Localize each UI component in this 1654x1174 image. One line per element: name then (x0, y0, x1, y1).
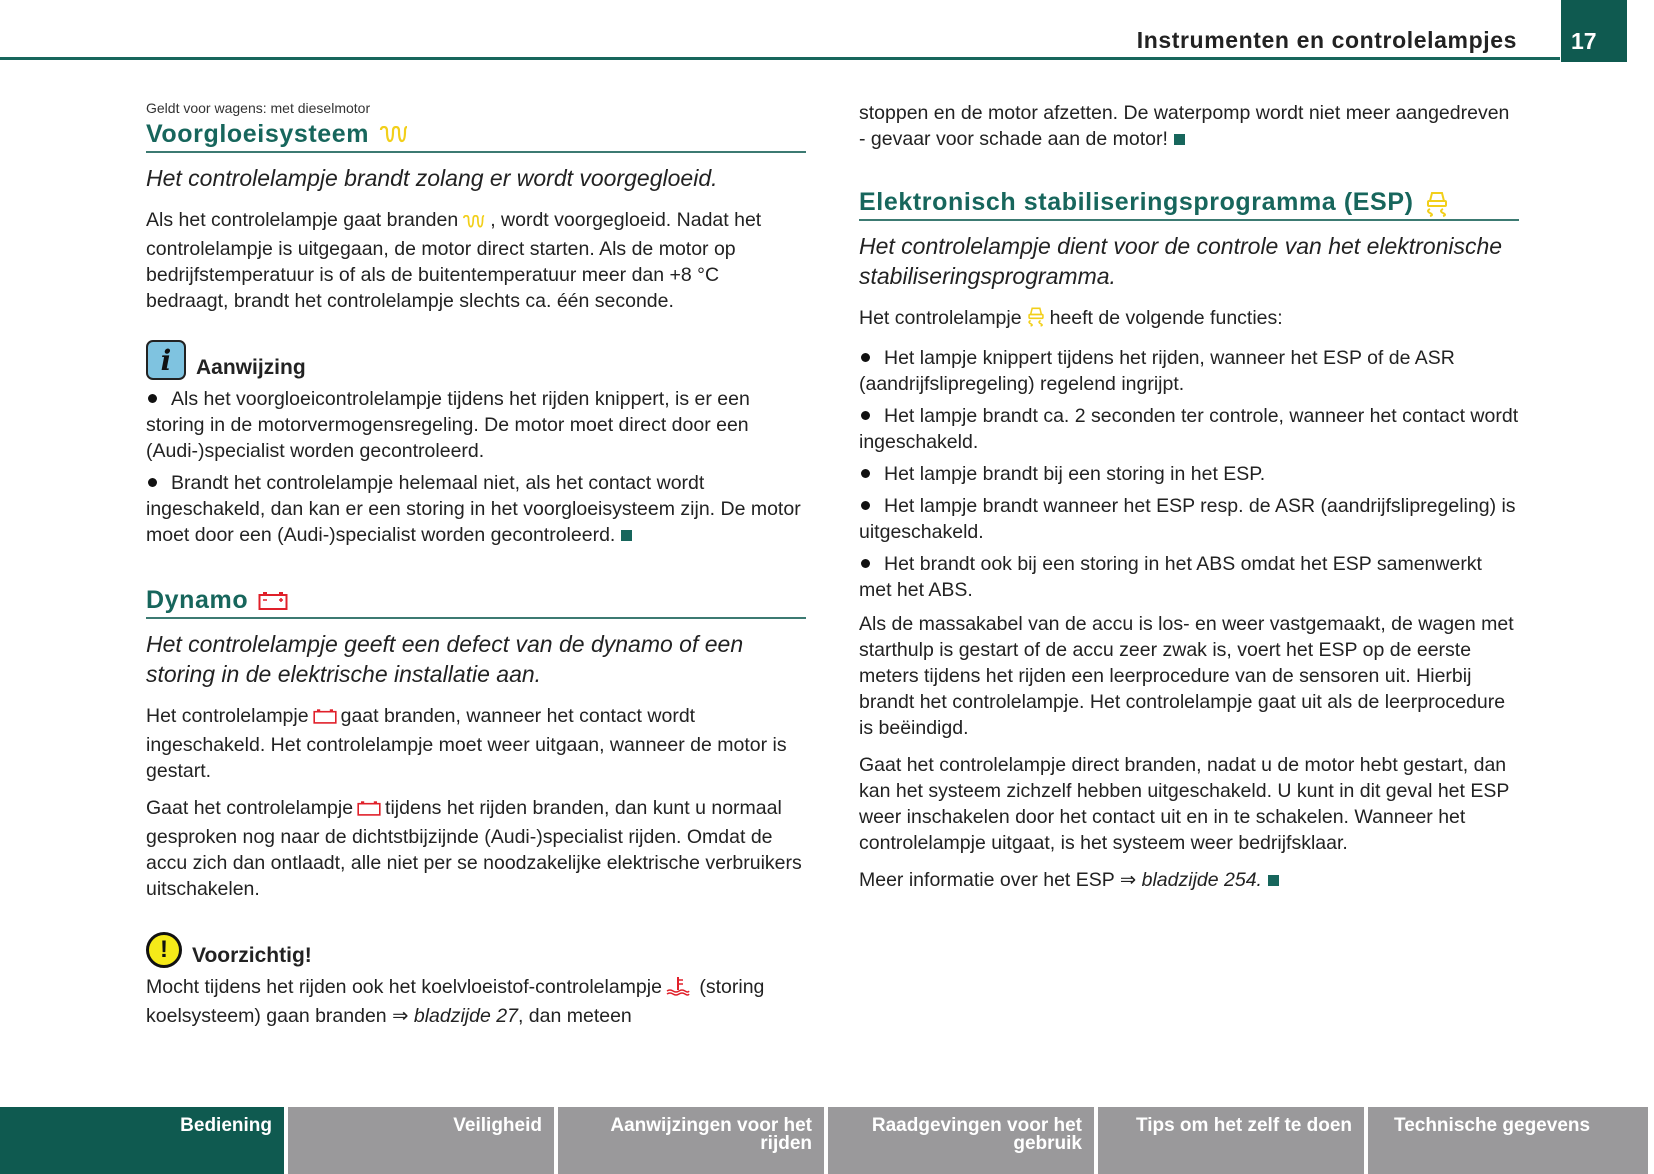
section-heading-dynamo (146, 586, 806, 619)
text: Gaat het controlelampje (146, 797, 354, 819)
header-rule (0, 57, 1560, 60)
heading-text: Voorgloeisysteem (146, 120, 370, 148)
paragraph (859, 867, 1519, 893)
battery-icon (313, 706, 337, 732)
chapter-title: Instrumenten en controlelampjes (1136, 27, 1517, 53)
caution-header (146, 932, 806, 968)
chapter-tab-tips[interactable]: Tips om het zelf te doen (1098, 1107, 1364, 1174)
heading-text: Elektronisch stabiliseringsprogramma (ESP) (859, 188, 1414, 216)
list-item (859, 403, 1519, 455)
section-lead: Het controlelampje dient voor de controle van het elektronische stabiliseringsprogramma. (859, 233, 1503, 289)
caution-label: Voorzichtig! (192, 944, 312, 967)
chapter-tab-aanwijzingen[interactable]: Aanwijzingen voor het rijden (558, 1107, 824, 1174)
bullet-icon (148, 394, 157, 403)
bullet-icon (861, 559, 870, 568)
warning-icon: ! (146, 932, 182, 968)
paragraph (859, 100, 1519, 152)
right-column (859, 100, 1519, 904)
chapter-tab-bediening[interactable]: Bediening (0, 1107, 284, 1174)
bullet-icon (861, 501, 870, 510)
applies-to-note: Geldt voor wagens: met dieselmotor (146, 100, 371, 116)
list-item (859, 551, 1519, 603)
paragraph (859, 305, 1519, 334)
text: Meer informatie over het ESP (859, 869, 1115, 891)
text: (storing koelsysteem) gaan branden (146, 976, 765, 1027)
bullet-icon (861, 469, 870, 478)
paragraph (146, 207, 806, 314)
section-heading-esp (859, 188, 1519, 221)
battery-icon (258, 591, 288, 611)
info-icon: i (146, 340, 186, 380)
text: Mocht tijdens het rijden ook het koelvloeistof-controlelampje (146, 976, 662, 998)
text: , dan meteen (517, 1005, 632, 1027)
page-reference-link[interactable]: bladzijde 254. (1141, 869, 1262, 891)
text: Het lampje brandt ca. 2 seconden ter controle, wanneer het contact wordt ingeschakeld. (859, 405, 1519, 453)
text: , wordt voorgegloeid. Nadat het controlelampje is uitgegaan, de motor direct starten. Als de motor op bedrijfstemperatuur is of als de buitentemperatuur meer dan +8 °C bedraagt, brandt het controlelampje slechts ca. één seconde. (146, 209, 762, 312)
chapter-tab-veiligheid[interactable]: Veiligheid (288, 1107, 554, 1174)
list-item (859, 461, 1519, 487)
text: Als het controlelampje gaat branden (146, 209, 459, 231)
section-heading-glow (146, 120, 806, 153)
text: gaat branden, wanneer het contact wordt ingeschakeld. Het controlelampje moet weer uitgaan, wanneer de motor is gestart. (146, 705, 787, 782)
page-reference-link[interactable]: bladzijde 27 (413, 1005, 518, 1027)
coolant-temperature-icon (666, 976, 690, 1003)
arrow-icon: ⇒ (392, 1005, 409, 1027)
paragraph: Gaat het controlelampje direct branden, nadat u de motor hebt gestart, dan kan het systeem zichzelf hebben uitgeschakeld. U kunt in dit geval het ESP weer inschakelen door het contact uit en in te schakelen. Wanneer het controlelampje uitgaat, is het systeem weer bedrijfsklaar. (859, 754, 1510, 854)
text: Als het voorgloeicontrolelampje tijdens het rijden knippert, is er een storing in de motorvermogensregeling. De motor moet direct door een (Audi-)specialist worden gecontroleerd. (146, 388, 750, 462)
text: tijdens het rijden branden, dan kunt u normaal gesproken nog naar de dichtstbijzijnde (Audi-)specialist rijden. Omdat de accu zich dan ontlaadt, alle niet per se noodzakelijke elektrische verbruikers uitschakelen. (146, 797, 802, 900)
text: Het controlelampje (146, 705, 309, 727)
bullet-icon (861, 411, 870, 420)
chapter-nav (0, 1107, 1654, 1174)
text: stoppen en de motor afzetten. De waterpomp wordt niet meer aangedreven - gevaar voor schade aan de motor! (859, 102, 1510, 150)
text: heeft de volgende functies: (1049, 307, 1283, 329)
section-lead: Het controlelampje geeft een defect van de dynamo of een storing in de elektrische installatie aan. (146, 631, 744, 687)
esp-skid-icon (1026, 305, 1046, 334)
list-item (146, 470, 806, 548)
text: Het lampje brandt wanneer het ESP resp. de ASR (aandrijfslipregeling) is uitgeschakeld. (859, 495, 1516, 543)
esp-skid-icon (1424, 189, 1450, 217)
note-label: Aanwijzing (196, 356, 306, 379)
glow-plug-icon (379, 126, 409, 144)
paragraph: Als de massakabel van de accu is los- en weer vastgemaakt, de wagen met starthulp is gestart of de accu zeer zwak is, voert het ESP op de eerste meters tijdens het rijden een leerprocedure van de sensoren uit. Hierbij brandt het controlelampje. Het controlelampje gaat uit als de leerprocedure is beëindigd. (859, 613, 1514, 739)
bullet-icon (861, 353, 870, 362)
end-mark-icon (1268, 875, 1279, 886)
arrow-icon: ⇒ (1119, 869, 1137, 891)
chapter-tab-technische-gegevens[interactable]: Technische gegevens (1368, 1107, 1648, 1174)
bullet-icon (148, 478, 157, 487)
left-column (146, 100, 806, 1040)
text: Brandt het controlelampje helemaal niet, als het contact wordt ingeschakeld, dan kan er een storing in het voorgloeisysteem zijn. De motor moet door een (Audi-)specialist worden gecontroleerd. (146, 472, 801, 546)
text: Het lampje brandt bij een storing in het ESP. (884, 463, 1266, 485)
list-item (146, 386, 806, 464)
paragraph (146, 974, 806, 1029)
section-lead: Het controlelampje brandt zolang er wordt voorgegloeid. (146, 165, 718, 191)
list-item (859, 345, 1519, 397)
heading-text: Dynamo (146, 586, 249, 614)
note-header (146, 340, 806, 380)
glow-plug-icon (462, 210, 486, 236)
page-number: 17 (1571, 28, 1597, 54)
paragraph (146, 703, 806, 784)
text: Het lampje knippert tijdens het rijden, wanneer het ESP of de ASR (aandrijfslipregeling) regelend ingrijpt. (859, 347, 1455, 395)
battery-icon (357, 798, 381, 824)
text: Het brandt ook bij een storing in het ABS omdat het ESP samenwerkt met het ABS. (859, 553, 1482, 601)
text: Het controlelampje (859, 307, 1022, 329)
end-mark-icon (621, 530, 632, 541)
paragraph (146, 795, 806, 902)
chapter-tab-raadgevingen[interactable]: Raadgevingen voor het gebruik (828, 1107, 1094, 1174)
list-item (859, 493, 1519, 545)
end-mark-icon (1174, 134, 1185, 145)
